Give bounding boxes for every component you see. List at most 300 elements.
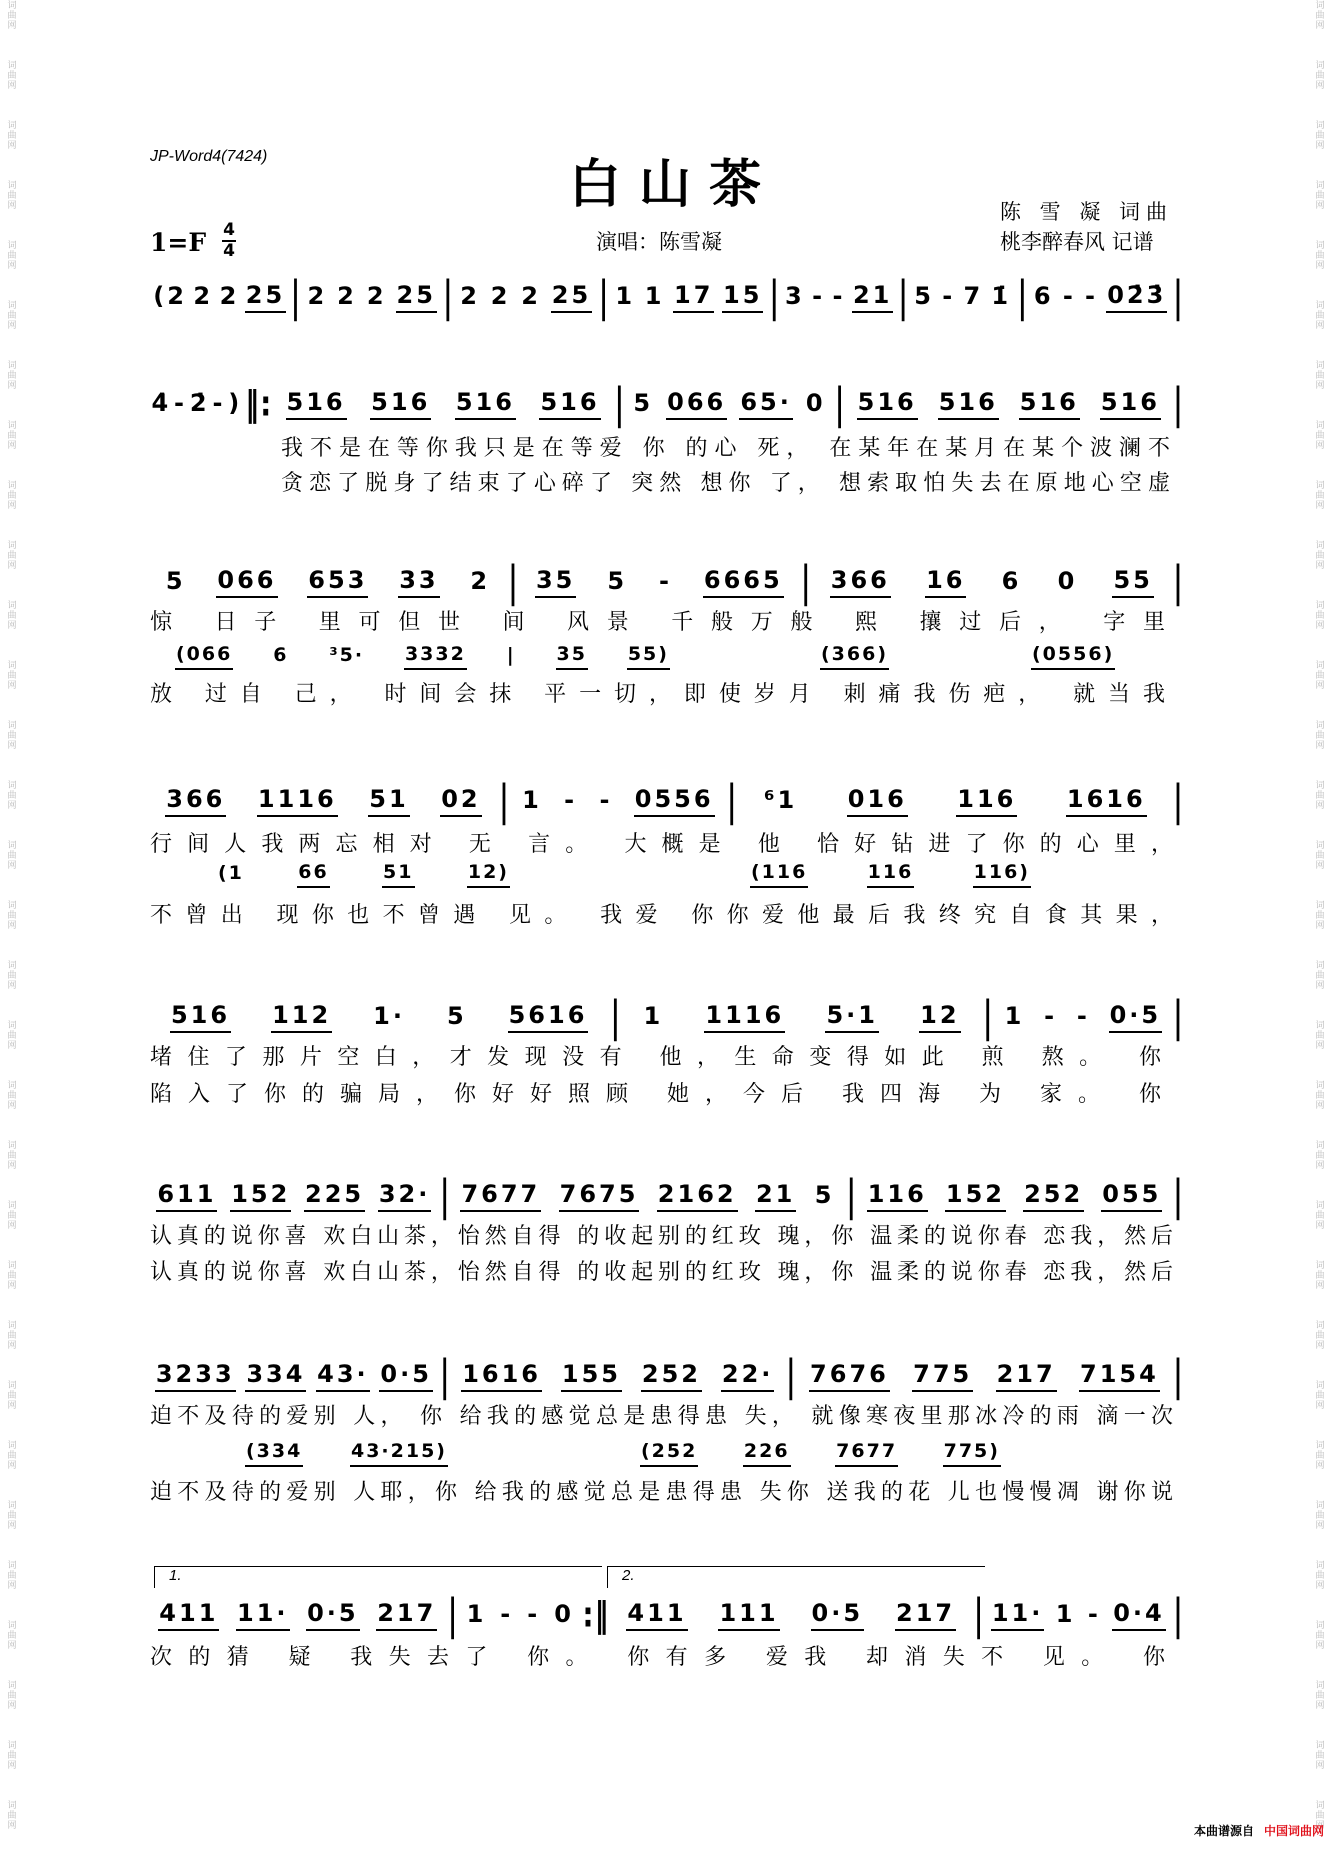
watermark-text: 词曲网 — [5, 1500, 16, 1530]
lyric-line: 陷入了你的骗局，你好好照顾 她，今后 我四海 为 家。 你 — [150, 1082, 1161, 1107]
note-group: 0·5 — [1109, 1002, 1163, 1033]
note-group: 7677 — [460, 1181, 541, 1212]
note-group: 1 — [644, 281, 665, 310]
watermark-text: 词曲网 — [5, 1020, 16, 1050]
repeat-bar-line: :‖ — [582, 1593, 610, 1635]
note-group: 22· — [721, 1361, 775, 1392]
lyric-line: 堵住了那片空白，才发现没有 他，生命变得如此 煎 熬。 你 — [150, 1045, 1161, 1070]
watermark-text: 词曲网 — [5, 1800, 16, 1830]
note-group: - — [1085, 281, 1098, 310]
watermark-text: 词曲网 — [5, 360, 16, 390]
note-group: 02 — [440, 786, 481, 817]
watermark-text: 词曲网 — [5, 1200, 16, 1230]
time-signature-top: 4 — [223, 220, 235, 240]
note-group: - — [1076, 1001, 1090, 1030]
bar-line: | — [613, 379, 626, 429]
note-group: - — [942, 281, 956, 310]
watermark-right — [1312, 0, 1326, 1861]
bar-line: | — [1172, 776, 1184, 826]
measure — [798, 1357, 1171, 1395]
note-group: 1 — [522, 785, 542, 814]
measure — [150, 782, 497, 820]
harmony-note-group: (0556) — [1031, 643, 1115, 670]
watermark-text: 词曲网 — [5, 1080, 16, 1110]
harmony-note-group: 775) — [943, 1440, 1001, 1467]
note-group: - — [599, 785, 613, 814]
composer-credit: 陈 雪 凝 词曲 — [1000, 200, 1174, 224]
note-group: - — [174, 388, 187, 417]
watermark-text: 词曲网 — [5, 600, 16, 630]
note-group: 17 — [673, 282, 714, 313]
note-group: - — [1062, 281, 1076, 310]
watermark-text: 词曲网 — [5, 960, 16, 990]
notation-line — [150, 1171, 1185, 1221]
note-group: 1116 — [257, 786, 338, 817]
note-group: 7675 — [559, 1181, 640, 1212]
harmony-note-group: 6 — [273, 643, 289, 666]
watermark-text: 词曲网 — [1313, 1380, 1324, 1410]
watermark-text: 词曲网 — [1313, 1500, 1324, 1530]
notation-line — [150, 557, 1185, 607]
source-label: 本曲谱源自 — [1193, 1824, 1254, 1838]
measure — [150, 278, 288, 316]
note-group: 21 — [852, 282, 893, 313]
bar-line: | — [833, 379, 846, 429]
measure — [150, 563, 506, 601]
note-group: 6 — [1033, 281, 1054, 310]
note-group: 516 — [1019, 389, 1080, 420]
harmony-note-group: (116 — [750, 861, 808, 888]
measure — [781, 278, 896, 316]
note-group: 217 — [996, 1361, 1057, 1392]
measure — [150, 1177, 438, 1215]
measure — [858, 1177, 1171, 1215]
lyric-line: 认真的说你喜 欢白山茶，怡然自得 的收起别的红玫 瑰，你 温柔的说你春 恋我，然后 — [150, 1224, 1173, 1249]
note-group: 3233 — [155, 1361, 236, 1392]
bar-line: | — [1016, 272, 1029, 322]
measure — [847, 385, 1171, 423]
harmony-notation — [820, 641, 933, 671]
watermark-text: 词曲网 — [1313, 720, 1324, 750]
harmony-note-group: 55) — [627, 643, 670, 670]
lyric-line: 迫不及待的爱别 人， 你 给我的感觉总是患得患 失， 就像寒夜里那冰冷的雨 滴一次 — [150, 1404, 1173, 1429]
watermark-text: 词曲网 — [1313, 1020, 1324, 1050]
harmony-note-group: (1 — [218, 861, 244, 884]
bar-line: | — [768, 272, 781, 322]
notation-line — [150, 1351, 1185, 1401]
watermark-text: 词曲网 — [1313, 300, 1324, 330]
note-group: 0 — [805, 388, 826, 417]
note-group: 411 — [158, 1600, 219, 1631]
harmony-note-group: 3332 — [404, 643, 467, 670]
note-group: 0·4 — [1112, 1600, 1166, 1631]
note-group: 2 — [470, 566, 491, 595]
harmony-note-group: ³5· — [329, 643, 365, 666]
harmony-note-group: 51 — [382, 861, 414, 888]
bar-line: | — [609, 992, 622, 1042]
note-group: 0 — [1057, 566, 1078, 595]
note-group: 5·1 — [825, 1002, 879, 1033]
bar-line: | — [1172, 1351, 1184, 1401]
singer-credit: 演唱：陈雪凝 — [596, 230, 722, 254]
bar-line: | — [597, 272, 610, 322]
watermark-text: 词曲网 — [5, 1320, 16, 1350]
note-group: 5 — [446, 1001, 467, 1030]
note-group: 1616 — [461, 1361, 542, 1392]
measure — [150, 998, 608, 1036]
watermark-text: 词曲网 — [1313, 1620, 1324, 1650]
note-group: 516 — [286, 389, 347, 420]
notation-line — [150, 776, 1185, 826]
note-group: 1̇ — [991, 281, 1012, 310]
harmony-note-group: 7677 — [835, 1440, 898, 1467]
bar-line: | — [446, 1590, 459, 1640]
harmony-note-group: 116) — [973, 861, 1031, 888]
note-group: 116 — [956, 786, 1017, 817]
note-group: 5 — [633, 388, 654, 417]
bar-line: | — [897, 272, 909, 322]
note-group: - — [500, 1599, 514, 1628]
note-group: - — [658, 566, 672, 595]
measure — [622, 998, 980, 1036]
bar-line: | — [442, 272, 454, 322]
note-group: 334 — [245, 1361, 306, 1392]
watermark-text: 词曲网 — [5, 660, 16, 690]
note-group: 411 — [626, 1600, 687, 1631]
measure — [511, 782, 725, 820]
note-group: 5 — [165, 566, 186, 595]
watermark-text: 词曲网 — [1313, 240, 1324, 270]
note-group: 6665 — [703, 567, 784, 598]
note-group: 1 — [643, 1001, 664, 1030]
bar-line: | — [507, 557, 519, 607]
note-group: 2 — [193, 281, 214, 310]
note-group: 111 — [718, 1600, 779, 1631]
lyric-line: 次的猜 疑 我失去了 你。 你有多 爱我 却消失不 见。 你 — [150, 1645, 1165, 1670]
watermark-left — [4, 0, 18, 1861]
notation-line — [150, 1590, 1185, 1640]
note-group: 2 — [337, 281, 357, 310]
harmony-note-group: 12) — [467, 861, 510, 888]
lyric-line: 认真的说你喜 欢白山茶，怡然自得 的收起别的红玫 瑰，你 温柔的说你春 恋我，然后 — [150, 1260, 1173, 1285]
bar-line: | — [439, 1171, 451, 1221]
note-group: 43· — [316, 1361, 370, 1392]
watermark-text: 词曲网 — [1313, 1320, 1324, 1350]
note-group: 33 — [398, 567, 439, 598]
note-group: 16 — [925, 567, 966, 598]
watermark-text: 词曲网 — [1313, 540, 1324, 570]
harmony-notation — [640, 1438, 1001, 1468]
watermark-text: 词曲网 — [1313, 780, 1324, 810]
harmony-note-group: (252 — [640, 1440, 698, 1467]
watermark-text: 词曲网 — [5, 120, 16, 150]
note-group: 1616 — [1066, 786, 1147, 817]
note-group: - — [212, 388, 226, 417]
harmony-notation — [217, 859, 510, 889]
harmony-note-group: (334 — [245, 1440, 303, 1467]
watermark-text: 词曲网 — [1313, 600, 1324, 630]
measure — [986, 1596, 1171, 1634]
harmony-note-group: 43·215) — [350, 1440, 448, 1467]
note-group: 1 — [466, 1599, 487, 1628]
measure — [302, 278, 440, 316]
watermark-text: 词曲网 — [5, 840, 16, 870]
watermark-text: 词曲网 — [1313, 1140, 1324, 1170]
note-group: 1 — [1055, 1599, 1076, 1628]
bar-line: | — [799, 557, 812, 607]
note-group: 611 — [156, 1181, 217, 1212]
watermark-text: 词曲网 — [5, 420, 16, 450]
note-group: - — [527, 1599, 541, 1628]
note-group: 12 — [919, 1002, 960, 1033]
note-group: 217 — [376, 1600, 437, 1631]
note-group: 516 — [370, 389, 431, 420]
note-group: 0·5 — [379, 1361, 433, 1392]
note-group: 2162 — [657, 1181, 738, 1212]
note-group: - — [812, 281, 826, 310]
note-group: - — [832, 281, 846, 310]
watermark-text: 词曲网 — [5, 1260, 16, 1290]
note-group: ) — [228, 388, 243, 417]
bar-line: | — [1172, 557, 1184, 607]
note-group: 0 — [554, 1599, 574, 1628]
note-group: 7676 — [809, 1361, 890, 1392]
bar-line: | — [1172, 1171, 1184, 1221]
watermark-text: 词曲网 — [1313, 360, 1324, 390]
note-group: 51 — [368, 786, 409, 817]
watermark-text: 词曲网 — [1313, 1800, 1324, 1830]
key-signature: 1=F — [150, 228, 207, 257]
note-group: 25 — [551, 282, 592, 313]
note-group: ⁶1 — [763, 785, 798, 814]
watermark-text: 词曲网 — [1313, 1080, 1324, 1110]
lyric-line: 贪恋了脱身了结束了心碎了 突然 想你 了， 想索取怕失去在原地心空虚 — [281, 471, 1170, 496]
note-group: 7 — [963, 281, 984, 310]
lyric-line: 迫不及待的爱别 人耶，你 给我的感觉总是患得患 失你 送我的花 儿也慢慢凋 谢你说 — [150, 1480, 1173, 1505]
watermark-text: 词曲网 — [5, 1740, 16, 1770]
watermark-text: 词曲网 — [1313, 0, 1324, 30]
note-group: 152 — [945, 1181, 1006, 1212]
note-group: 02̇3̇ — [1106, 282, 1167, 313]
lyric-line: 放 过自 己， 时间会抹 平一切，即使岁月 刺痛我伤疤， 就当我 — [150, 682, 1165, 707]
harmony-note-group: 66 — [297, 861, 329, 888]
note-group: 15 — [722, 282, 763, 313]
measure — [150, 385, 244, 423]
note-group: 5616 — [508, 1002, 589, 1033]
bar-line: | — [785, 1351, 797, 1401]
bar-line: | — [1172, 992, 1184, 1042]
note-group: 2 — [521, 281, 541, 310]
bar-line: | — [726, 776, 738, 826]
note-group: 366 — [830, 567, 891, 598]
harmony-notation — [175, 641, 670, 671]
note-group: 21 — [755, 1181, 796, 1212]
note-group: 366 — [165, 786, 226, 817]
harmony-note-group: (066 — [175, 643, 233, 670]
watermark-text: 词曲网 — [1313, 1260, 1324, 1290]
note-group: - — [564, 785, 578, 814]
bar-line: | — [981, 992, 994, 1042]
bar-line: | — [845, 1171, 857, 1221]
time-signature — [222, 222, 236, 260]
watermark-text: 词曲网 — [5, 540, 16, 570]
watermark-text: 词曲网 — [5, 720, 16, 750]
note-group: 066 — [666, 389, 727, 420]
bar-line: | — [1172, 272, 1184, 322]
note-group: 653 — [307, 567, 368, 598]
lyric-line: 我不是在等你我只是在等爱 你 的心 死， 在某年在某月在某个波澜不 — [281, 436, 1170, 461]
bar-line: | — [1172, 379, 1184, 429]
watermark-text: 词曲网 — [1313, 840, 1324, 870]
harmony-note-group: 35 — [556, 643, 588, 670]
note-group: 775 — [912, 1361, 973, 1392]
note-group: 2 — [307, 281, 328, 310]
note-group: 1 — [615, 281, 636, 310]
note-group: 4̇ — [151, 388, 172, 417]
harmony-note-group: (366) — [820, 643, 889, 670]
note-group: 5 — [914, 281, 934, 310]
note-group: 5 — [607, 566, 628, 595]
notation-line — [150, 379, 1185, 429]
measure — [739, 782, 1171, 820]
volta-bracket: 1. — [154, 1566, 602, 1588]
measure — [910, 278, 1015, 316]
bar-line: | — [498, 776, 510, 826]
note-group: 112 — [271, 1002, 332, 1033]
transcriber-credit: 桃李醉春风 记谱 — [1000, 230, 1154, 254]
measure — [813, 563, 1171, 601]
measure — [611, 1596, 972, 1634]
watermark-text: 词曲网 — [5, 480, 16, 510]
note-group: - — [1087, 1599, 1101, 1628]
note-group: 252 — [641, 1361, 702, 1392]
note-group: 7154 — [1079, 1361, 1160, 1392]
note-group: 516 — [1100, 389, 1161, 420]
watermark-text: 词曲网 — [5, 180, 16, 210]
note-group: 1 — [1004, 1001, 1025, 1030]
bar-line: | — [289, 272, 302, 322]
note-group: 25 — [245, 282, 286, 313]
note-group: 1116 — [704, 1002, 785, 1033]
note-group: 016 — [847, 786, 908, 817]
lyric-line: 不曾出 现你也不曾遇 见。 我爱 你你爱他最后我终究自食其果， — [150, 903, 1173, 928]
note-group: 32· — [378, 1181, 432, 1212]
watermark-text: 词曲网 — [1313, 180, 1324, 210]
watermark-text: 词曲网 — [1313, 60, 1324, 90]
note-group: 6 — [1001, 566, 1022, 595]
score-code: JP-Word4(7424) — [150, 148, 268, 165]
notation-line — [150, 272, 1185, 322]
note-group: 055 — [1101, 1181, 1162, 1212]
measure — [1029, 278, 1171, 316]
watermark-text: 词曲网 — [1313, 1200, 1324, 1230]
note-group: 516 — [455, 389, 516, 420]
watermark-text: 词曲网 — [5, 240, 16, 270]
source-site: 中国词曲网 — [1263, 1824, 1324, 1838]
note-group: 155 — [561, 1361, 622, 1392]
bar-line: | — [1172, 1590, 1184, 1640]
watermark-text: 词曲网 — [1313, 1560, 1324, 1590]
measure — [274, 385, 613, 423]
watermark-text: 词曲网 — [1313, 420, 1324, 450]
measure — [520, 563, 799, 601]
watermark-text: 词曲网 — [5, 1620, 16, 1650]
source-footer — [1194, 1822, 1324, 1839]
note-group: 25 — [396, 282, 437, 313]
note-group: 2 — [219, 281, 240, 310]
harmony-note-group: | — [506, 643, 516, 666]
note-group: - — [1044, 1001, 1058, 1030]
note-group: 252 — [1023, 1181, 1084, 1212]
measure — [455, 278, 597, 316]
harmony-notation — [1031, 641, 1179, 671]
watermark-text: 词曲网 — [5, 1380, 16, 1410]
measure — [452, 1177, 844, 1215]
note-group: 55 — [1112, 567, 1153, 598]
volta-bracket: 2. — [607, 1566, 985, 1588]
time-signature-bottom: 4 — [223, 241, 235, 261]
measure — [611, 278, 768, 316]
note-group: 116 — [867, 1181, 928, 1212]
harmony-notation — [245, 1438, 448, 1468]
watermark-text: 词曲网 — [1313, 900, 1324, 930]
lyric-line: 惊 日子 里可但世 间 风景 千般万般 熙 攘过后， 字里 — [150, 610, 1165, 635]
watermark-text: 词曲网 — [5, 1140, 16, 1170]
note-group: 225 — [304, 1181, 365, 1212]
watermark-text: 词曲网 — [1313, 120, 1324, 150]
measure — [995, 998, 1171, 1036]
measure — [150, 1357, 438, 1395]
note-group: 516 — [938, 389, 999, 420]
notation-line — [150, 992, 1185, 1042]
note-group: 066 — [216, 567, 277, 598]
repeat-bar-line: ‖: — [245, 382, 273, 424]
measure — [460, 1596, 581, 1634]
note-group: 3 — [785, 281, 805, 310]
note-group: 1· — [373, 1001, 405, 1030]
measure — [626, 385, 832, 423]
harmony-note-group: 226 — [743, 1440, 791, 1467]
harmony-notation — [750, 859, 1031, 889]
note-group: 0·5 — [306, 1600, 360, 1631]
watermark-text: 词曲网 — [1313, 960, 1324, 990]
watermark-text: 词曲网 — [1313, 660, 1324, 690]
watermark-text: 词曲网 — [5, 900, 16, 930]
watermark-text: 词曲网 — [5, 1440, 16, 1470]
note-group: 65· — [739, 389, 793, 420]
note-group: 11· — [236, 1600, 290, 1631]
note-group: 2 — [460, 281, 480, 310]
lyric-line: 行间人我两忘相对 无 言。 大概是 他 恰好钻进了你的心里， — [150, 832, 1173, 857]
harmony-note-group: 116 — [867, 861, 915, 888]
note-group: 152 — [230, 1181, 291, 1212]
note-group: 35 — [535, 567, 576, 598]
watermark-text: 词曲网 — [5, 300, 16, 330]
note-group: 516 — [857, 389, 918, 420]
note-group: 516 — [539, 389, 600, 420]
note-group: 0556 — [634, 786, 715, 817]
watermark-text: 词曲网 — [5, 0, 16, 30]
bar-line: | — [439, 1351, 451, 1401]
watermark-text: 词曲网 — [1313, 1740, 1324, 1770]
bar-line: | — [972, 1590, 985, 1640]
measure — [150, 1596, 446, 1634]
note-group: 217 — [895, 1600, 956, 1631]
note-group: 0·5 — [811, 1600, 865, 1631]
note-group: 516 — [170, 1002, 231, 1033]
song-title: 白 山 茶 — [568, 154, 762, 215]
watermark-text: 词曲网 — [1313, 1680, 1324, 1710]
